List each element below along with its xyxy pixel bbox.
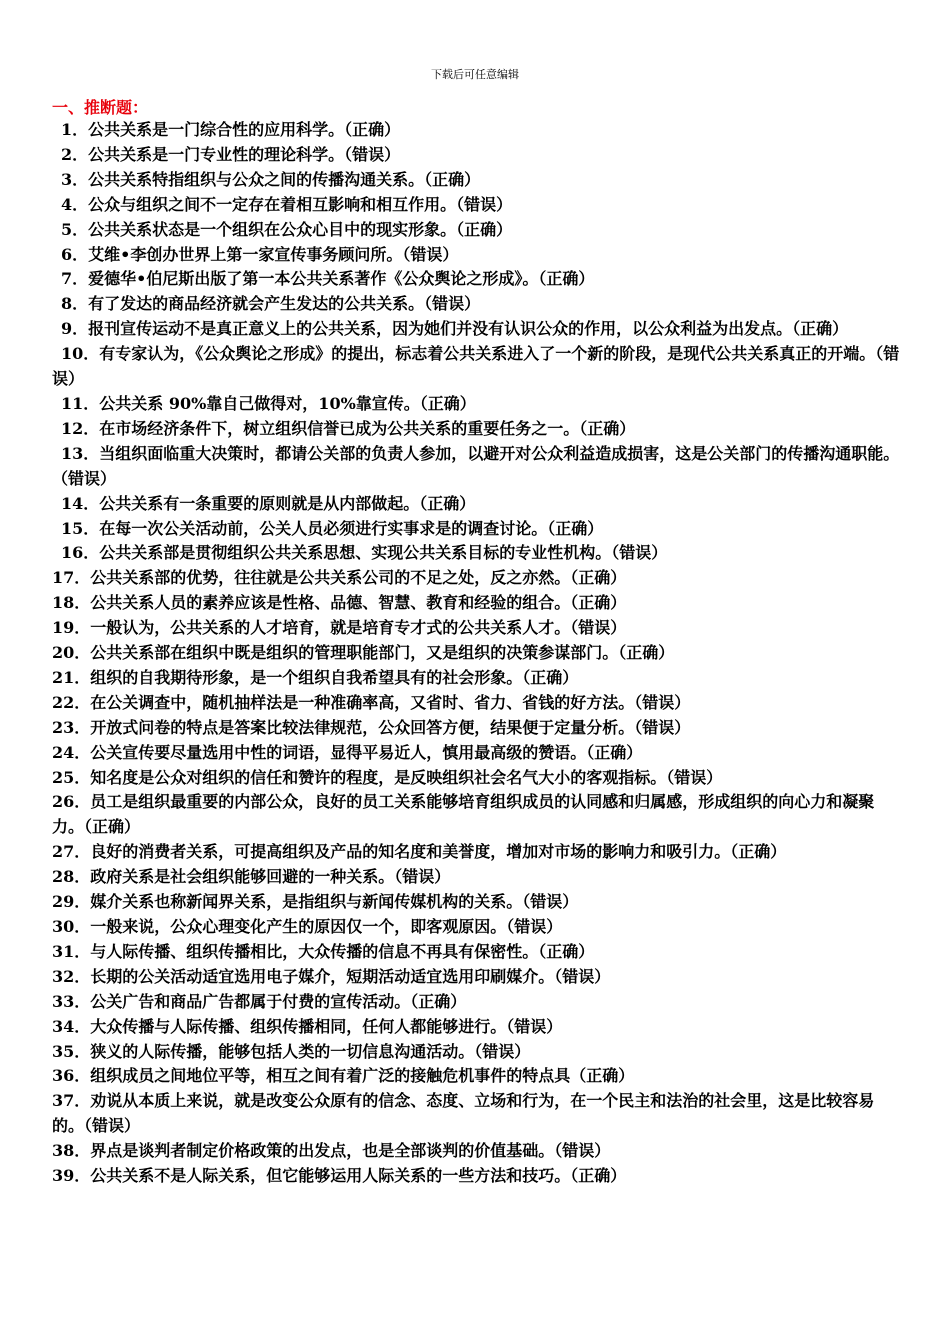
question-item: 28．政府关系是社会组织能够回避的一种关系。（错误） [52,867,451,887]
question-item: 20．公共关系部在组织中既是组织的管理职能部门，又是组织的决策参谋部门。（正确） [52,643,675,663]
question-item: 10．有专家认为，《公众舆论之形成》的提出，标志着公共关系进入了一个新的阶段，是现代公共关系真正的开端。（错误） [52,344,900,389]
question-item: 29．媒介关系也称新闻界关系，是指组织与新闻传媒机构的关系。（错误） [52,892,579,912]
question-item: 8．有了发达的商品经济就会产生发达的公共关系。（错误） [61,294,481,314]
question-item: 27．良好的消费者关系，可提高组织及产品的知名度和美誉度，增加对市场的影响力和吸引力。（正确） [52,842,787,862]
question-item: 24．公关宣传要尽量选用中性的词语，显得平易近人，慎用最高级的赞语。（正确） [52,742,643,762]
question-item: 3．公共关系特指组织与公众之间的传播沟通关系。（正确） [61,169,481,189]
question-item: 18．公共关系人员的素养应该是性格、品德、智慧、教育和经验的组合。（正确） [52,593,627,613]
question-item: 35．狭义的人际传播，能够包括人类的一切信息沟通活动。（错误） [52,1041,531,1061]
question-item: 34．大众传播与人际传播、组织传播相同，任何人都能够进行。（错误） [52,1016,563,1036]
question-item: 25．知名度是公众对组织的信任和赞许的程度，是反映组织社会名气大小的客观指标。（错误） [52,767,723,787]
question-list [52,118,902,1189]
question-item: 6．艾维•李创办世界上第一家宣传事务顾问所。（错误） [61,244,459,264]
question-item: 38．界点是谈判者制定价格政策的出发点，也是全部谈判的价值基础。（错误） [52,1141,611,1161]
question-item: 12．在市场经济条件下，树立组织信誉已成为公共关系的重要任务之一。（正确） [61,418,636,438]
question-item: 5．公共关系状态是一个组织在公众心目中的现实形象。（正确） [61,219,513,239]
question-item: 39．公共关系不是人际关系，但它能够运用人际关系的一些方法和技巧。（正确） [52,1166,627,1186]
question-item: 11．公共关系 90%靠自己做得对，10%靠宣传。（正确） [61,393,476,413]
question-item: 15．在每一次公关活动前，公关人员必须进行实事求是的调查讨论。（正确） [61,518,604,538]
question-item: 32．长期的公关活动适宜选用电子媒介，短期活动适宜选用印刷媒介。（错误） [52,966,611,986]
question-item: 26．员工是组织最重要的内部公众，良好的员工关系能够培育组织成员的认同感和归属感，形成组织的向心力和凝聚力。（正确） [52,792,875,837]
question-item: 23．开放式问卷的特点是答案比较法律规范，公众回答方便，结果便于定量分析。（错误） [52,717,691,737]
question-item: 22．在公关调查中，随机抽样法是一种准确率高，又省时、省力、省钱的好方法。（错误） [52,692,691,712]
question-item: 31．与人际传播、组织传播相比，大众传播的信息不再具有保密性。（正确） [52,941,595,961]
question-item: 2．公共关系是一门专业性的理论科学。（错误） [61,144,401,164]
question-item: 1．公共关系是一门综合性的应用科学。（正确） [61,120,401,139]
question-item: 17．公共关系部的优势，往往就是公共关系公司的不足之处，反之亦然。（正确） [52,568,627,588]
question-item: 37．劝说从本质上来说，就是改变公众原有的信念、态度、立场和行为，在一个民主和法治的社会里，这是比较容易的。（错误） [52,1091,875,1136]
question-item: 16．公共关系部是贯彻组织公共关系思想、实现公共关系目标的专业性机构。（错误） [61,543,668,563]
question-item: 36．组织成员之间地位平等，相互之间有着广泛的接触危机事件的特点具（正确） [52,1066,635,1086]
question-item: 19．一般认为，公共关系的人才培育，就是培育专才式的公共关系人才。（错误） [52,618,627,638]
section-title: 一、推断题： [52,98,149,117]
question-item: 13．当组织面临重大决策时，都请公关部的负责人参加，以避开对公众利益造成损害，这是公关部门的传播沟通职能。（错误） [52,443,900,488]
question-item: 14．公共关系有一条重要的原则就是从内部做起。（正确） [61,493,476,513]
page-header: 下载后可任意编辑 [431,68,519,81]
question-item: 4．公众与组织之间不一定存在着相互影响和相互作用。（错误） [61,194,513,214]
question-item: 9．报刊宣传运动不是真正意义上的公共关系，因为她们并没有认识公众的作用，以公众利益为出发点。（正确） [61,319,849,339]
question-item: 33．公关广告和商品广告都属于付费的宣传活动。（正确） [52,991,467,1011]
question-item: 7．爱德华•伯尼斯出版了第一本公共关系著作《公众舆论之形成》。（正确） [61,269,595,289]
question-item: 21．组织的自我期待形象，是一个组织自我希望具有的社会形象。（正确） [52,667,579,687]
question-item: 30．一般来说，公众心理变化产生的原因仅一个，即客观原因。（错误） [52,917,563,936]
